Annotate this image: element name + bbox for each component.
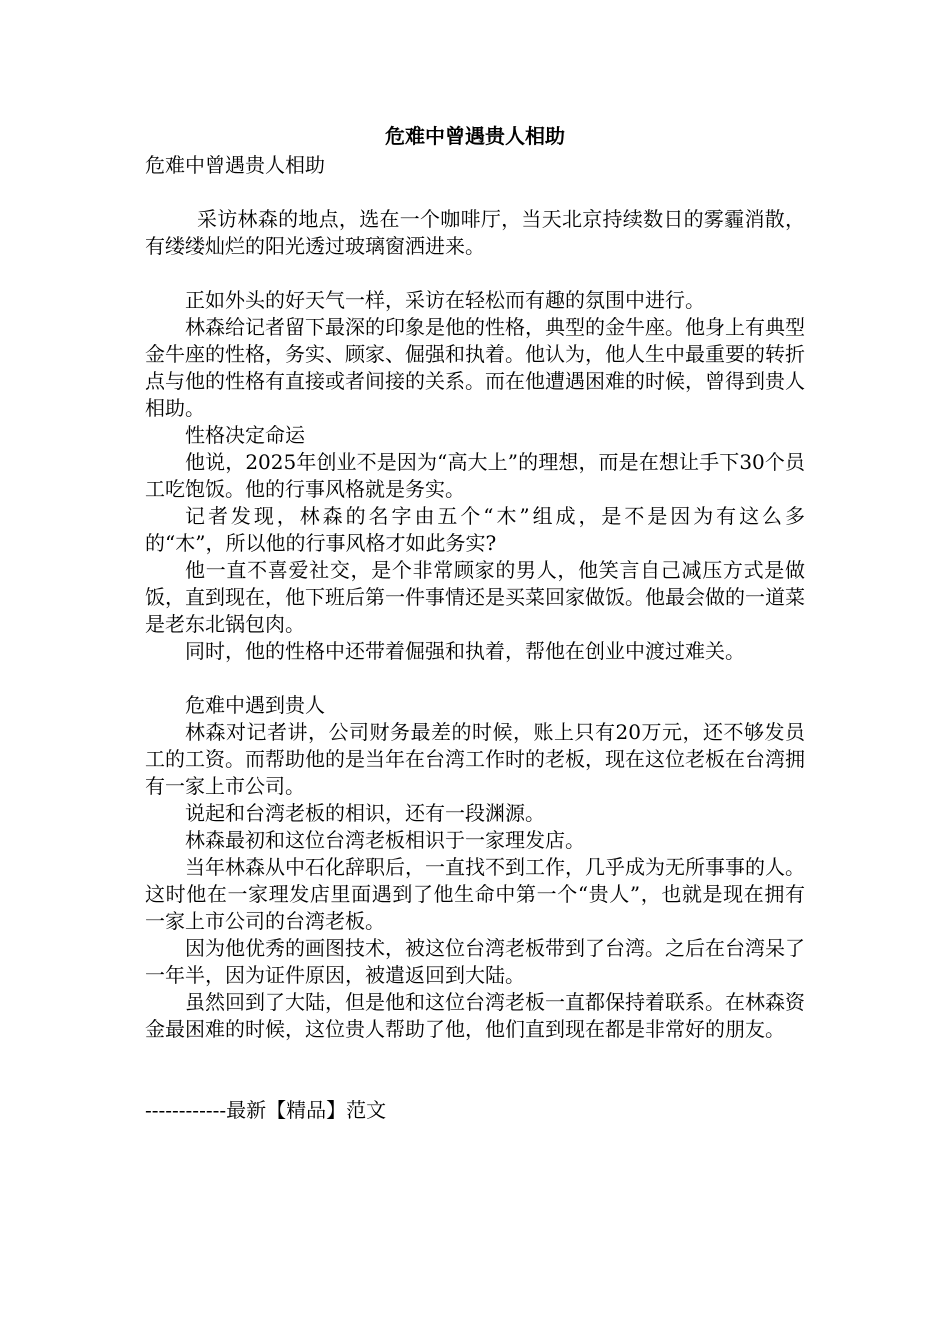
document-title: 危难中曾遇贵人相助 [385, 124, 565, 148]
paragraph: 他说，2025年创业不是因为“高大上”的理想，而是在想让手下30个员工吃饱饭。他的行事风格就是务实。 [145, 450, 805, 501]
paragraph: 他一直不喜爱社交，是个非常顾家的男人，他笑言自己减压方式是做饭，直到现在，他下班后第一件事情还是买菜回家做饭。他最会做的一道菜是老东北锅包肉。 [145, 558, 805, 636]
blank-line [145, 665, 805, 692]
section-heading: 性格决定命运 [185, 423, 305, 447]
paragraph: 因为他优秀的画图技术，被这位台湾老板带到了台湾。之后在台湾呆了一年半，因为证件原因，被遣返回到大陆。 [145, 936, 805, 987]
paragraph: 林森对记者讲，公司财务最差的时候，账上只有20万元，还不够发员工的工资。而帮助他的是当年在台湾工作时的老板，现在这位老板在台湾拥有一家上市公司。 [145, 720, 805, 798]
blank-line [145, 260, 805, 287]
blank-line [145, 1043, 805, 1097]
paragraph: 林森给记者留下最深的印象是他的性格，典型的金牛座。他身上有典型金牛座的性格，务实、顾家、倔强和执着。他认为，他人生中最重要的转折点与他的性格有直接或者间接的关系。而在他遭遇困难的时候，曾得到贵人相助。 [145, 315, 805, 420]
paragraph: 林森最初和这位台湾老板相识于一家理发店。 [185, 828, 585, 852]
section-heading: 危难中遇到贵人 [185, 693, 325, 717]
paragraph: 同时，他的性格中还带着倔强和执着，帮他在创业中渡过难关。 [185, 639, 745, 663]
paragraph: 采访林森的地点，选在一个咖啡厅，当天北京持续数日的雾霾消散，有缕缕灿烂的阳光透过玻璃窗洒进来。 [145, 207, 805, 258]
paragraph: 当年林森从中石化辞职后，一直找不到工作，几乎成为无所事事的人。这时他在一家理发店里面遇到了他生命中第一个“贵人”，也就是现在拥有一家上市公司的台湾老板。 [145, 855, 805, 933]
document-subtitle: 危难中曾遇贵人相助 [145, 153, 325, 177]
paragraph: 说起和台湾老板的相识，还有一段渊源。 [185, 801, 545, 825]
paragraph: 正如外头的好天气一样，采访在轻松而有趣的氛围中进行。 [185, 288, 705, 312]
document-page [145, 120, 805, 1124]
document-footer: ------------最新【精品】范文 [145, 1098, 387, 1122]
paragraph: 记者发现，林森的名字由五个“木”组成，是不是因为有这么多的“木”，所以他的行事风格才如此务实? [145, 504, 805, 555]
blank-line [145, 179, 805, 206]
paragraph: 虽然回到了大陆，但是他和这位台湾老板一直都保持着联系。在林森资金最困难的时候，这位贵人帮助了他，他们直到现在都是非常好的朋友。 [145, 990, 805, 1041]
